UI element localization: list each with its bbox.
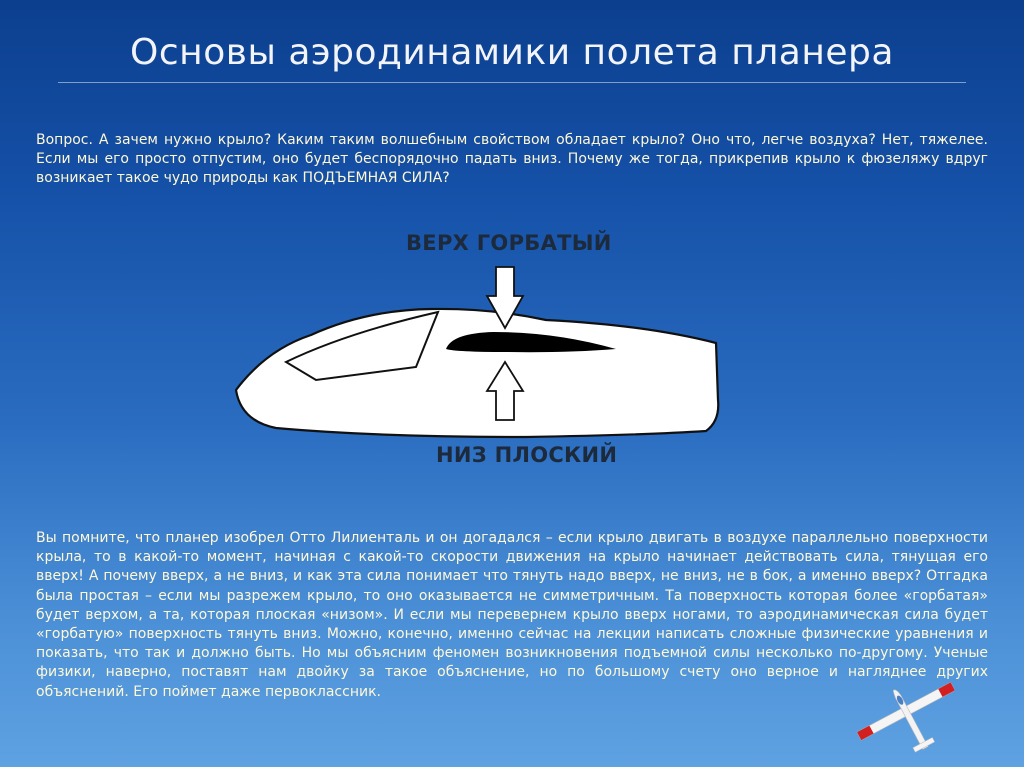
wing-diagram: [226, 225, 738, 475]
glider-plane-icon: [854, 672, 964, 762]
fuselage-diagram: [226, 225, 738, 475]
title-divider: [58, 82, 966, 83]
label-top-humped: ВЕРХ ГОРБАТЫЙ: [406, 231, 612, 255]
label-bottom-flat: НИЗ ПЛОСКИЙ: [436, 443, 618, 467]
slide-title: Основы аэродинамики полета планера: [130, 32, 894, 73]
intro-paragraph: Вопрос. А зачем нужно крыло? Каким таким волшебным свойством обладает крыло? Оно что, легче воздуха? Нет, тяжелее. Если мы его просто отпустим, оно будет беспорядочно падать вниз. Почему же тогда, прикрепив крыло к фюзеляжу вдруг возникает такое чудо природы как ПОДЪЕМНАЯ СИЛА?: [36, 132, 988, 187]
body-paragraph: Вы помните, что планер изобрел Отто Лилиенталь и он догадался – если крыло двигать в воздухе параллельно поверхности крыла, то в какой-то момент, начиная с какой-то скорости движения на крыло начинает действовать сила, тянущая его вверх! А почему вверх, а не вниз, и как эта сила понимает что тянуть надо вверх, не вниз, не в бок, а именно вверх? Отгадка была простая – если мы разрежем крыло, то оно оказывается не симметричным. Та поверхность которая более «горбатая» будет верхом, а та, которая плоская «низом». И если мы перевернем крыло вверх ногами, то аэродинамическая сила будет «горбатую» поверхность тянуть вниз. Можно, конечно, именно сейчас на лекции написать сложные физические уравнения и показать, что так и должно быть. Но мы объясним феномен возникновения подъемной силы несколько по-другому. Ученые физики, наверно, поставят нам двойку за такое объяснение, но по большому счету оно верное и нагляднее других объяснений. Его поймет даже первоклассник.: [36, 530, 988, 700]
